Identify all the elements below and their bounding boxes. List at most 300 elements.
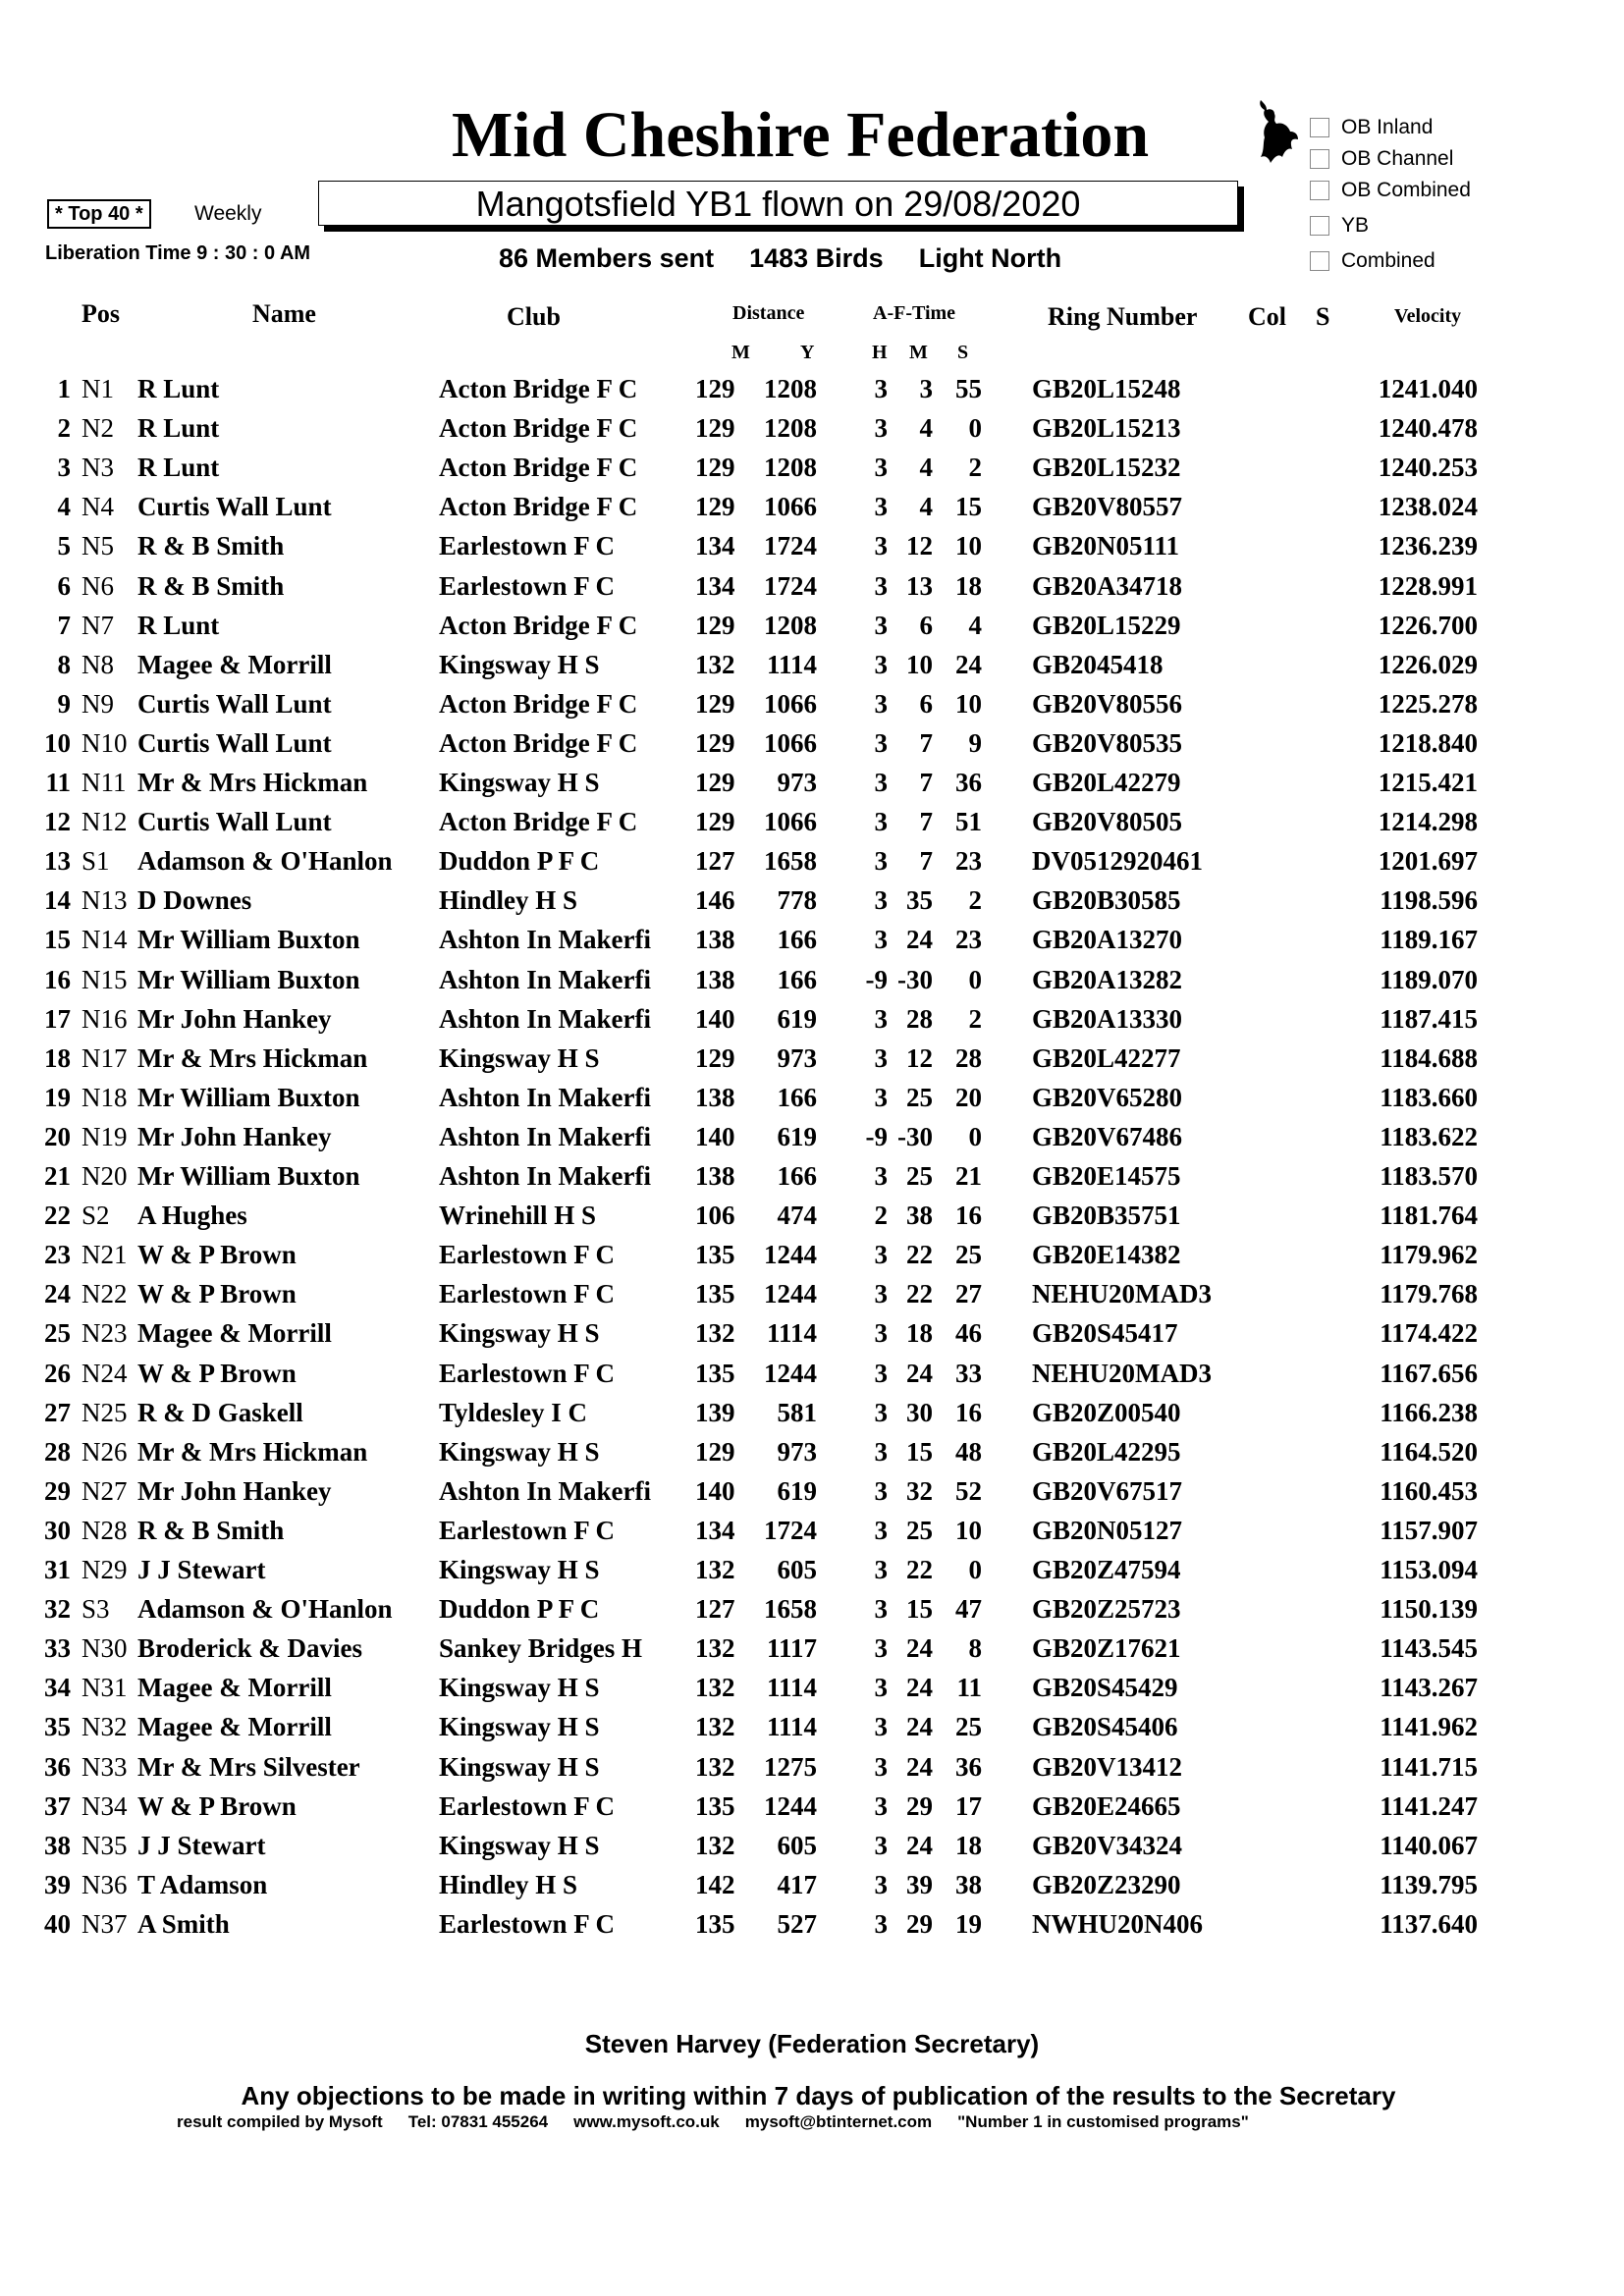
ring-number: GB20Z17621 [1032, 1633, 1181, 1664]
fancier-name: W & P Brown [137, 1279, 297, 1309]
distance-miles: 132 [695, 1555, 735, 1584]
time-seconds: 55 [955, 374, 982, 403]
time-hours: 3 [874, 688, 888, 719]
position: 17 [44, 1003, 71, 1034]
position: 2 [57, 413, 71, 444]
velocity: 1214.298 [1378, 807, 1478, 837]
time-seconds: 2 [968, 1003, 982, 1034]
position: 20 [44, 1121, 71, 1151]
time-hours: 3 [874, 1436, 888, 1467]
distance-yards: 581 [777, 1397, 817, 1427]
time-minutes: 22 [906, 1555, 933, 1584]
table-row [0, 1437, 1624, 1476]
time-seconds: 21 [955, 1161, 982, 1191]
table-row [0, 1398, 1624, 1437]
page-title: Mid Cheshire Federation [452, 99, 1150, 171]
velocity: 1215.421 [1378, 768, 1478, 797]
time-minutes: 35 [906, 885, 933, 916]
time-minutes: 22 [906, 1240, 933, 1270]
checkbox[interactable] [1310, 251, 1329, 271]
time-hours: 3 [874, 1003, 888, 1034]
checkbox[interactable] [1310, 149, 1329, 169]
section-position: N25 [81, 1397, 128, 1427]
ring-number: GB20N05127 [1032, 1515, 1183, 1545]
section-position: N2 [81, 413, 114, 444]
distance-miles: 134 [695, 531, 735, 561]
section-position: N27 [81, 1475, 128, 1506]
distance-yards: 166 [777, 1161, 817, 1191]
section-position: S3 [81, 1594, 110, 1625]
distance-miles: 129 [695, 453, 735, 483]
header-ring-number: Ring Number [1048, 302, 1198, 331]
table-row [0, 492, 1624, 531]
time-seconds: 2 [968, 453, 982, 483]
compiler-credits [177, 2112, 1274, 2132]
time-minutes: 22 [906, 1279, 933, 1309]
time-seconds: 24 [955, 649, 982, 679]
section-position: N6 [81, 570, 114, 601]
header-name: Name [252, 299, 316, 328]
fancier-name: W & P Brown [137, 1358, 297, 1388]
velocity: 1179.768 [1380, 1279, 1478, 1309]
time-hours: 3 [874, 610, 888, 640]
option-yb[interactable]: YB [1310, 214, 1369, 238]
ring-number: GB20V65280 [1032, 1082, 1183, 1112]
checkbox[interactable] [1310, 216, 1329, 236]
club-name: Earlestown F C [439, 531, 615, 561]
time-hours: 3 [874, 1397, 888, 1427]
ring-number: GB20L15232 [1032, 453, 1181, 483]
time-hours: 3 [874, 925, 888, 955]
table-row [0, 925, 1624, 964]
time-hours: 3 [874, 1279, 888, 1309]
position: 10 [44, 727, 71, 758]
velocity: 1140.067 [1380, 1830, 1478, 1860]
distance-yards: 1066 [764, 492, 817, 522]
time-minutes: 7 [919, 768, 933, 797]
ring-number: GB2045418 [1032, 649, 1164, 679]
ring-number: GB20A34718 [1032, 570, 1183, 601]
fancier-name: Magee & Morrill [137, 1673, 332, 1703]
time-seconds: 51 [955, 807, 982, 837]
velocity: 1143.267 [1380, 1673, 1478, 1703]
club-name: Earlestown F C [439, 1279, 615, 1309]
velocity: 1218.840 [1378, 727, 1478, 758]
distance-miles: 129 [695, 1436, 735, 1467]
compiler-slogan: "Number 1 in customised programs" [957, 2112, 1249, 2131]
club-name: Earlestown F C [439, 570, 615, 601]
distance-miles: 132 [695, 1751, 735, 1782]
time-seconds: 33 [955, 1358, 982, 1388]
time-hours: 3 [874, 1082, 888, 1112]
velocity: 1226.700 [1378, 610, 1478, 640]
time-seconds: 4 [968, 610, 982, 640]
velocity: 1228.991 [1378, 570, 1478, 601]
distance-miles: 132 [695, 1830, 735, 1860]
time-hours: 3 [874, 1594, 888, 1625]
club-name: Ashton In Makerfi [439, 1003, 652, 1034]
time-minutes: 29 [906, 1908, 933, 1939]
position: 9 [57, 688, 71, 719]
distance-miles: 140 [695, 1003, 735, 1034]
distance-yards: 1724 [764, 570, 817, 601]
section-position: S2 [81, 1201, 110, 1231]
distance-yards: 1724 [764, 531, 817, 561]
time-minutes: 7 [919, 846, 933, 877]
position: 18 [44, 1042, 71, 1073]
club-name: Kingsway H S [439, 649, 600, 679]
option-ob-combined[interactable]: OB Combined [1310, 179, 1471, 202]
table-row [0, 1476, 1624, 1516]
section-position: N28 [81, 1515, 128, 1545]
distance-miles: 140 [695, 1475, 735, 1506]
table-row [0, 650, 1624, 689]
time-seconds: 10 [955, 531, 982, 561]
table-row [0, 965, 1624, 1004]
distance-miles: 129 [695, 688, 735, 719]
time-hours: 3 [874, 374, 888, 403]
time-minutes: 6 [919, 610, 933, 640]
table-row [0, 1712, 1624, 1751]
position: 6 [57, 570, 71, 601]
section-position: N9 [81, 688, 114, 719]
time-hours: 3 [874, 453, 888, 483]
section-position: N33 [81, 1751, 128, 1782]
club-name: Ashton In Makerfi [439, 1161, 652, 1191]
ring-number: GB20L15229 [1032, 610, 1181, 640]
time-hours: 3 [874, 413, 888, 444]
table-row [0, 1752, 1624, 1791]
option-ob-inland[interactable]: OB Inland [1310, 116, 1433, 139]
section-position: N22 [81, 1279, 128, 1309]
members-sent: 86 Members sent [499, 243, 715, 273]
table-row [0, 1240, 1624, 1279]
time-seconds: 23 [955, 846, 982, 877]
club-name: Wrinehill H S [439, 1201, 597, 1231]
club-name: Acton Bridge F C [439, 807, 638, 837]
time-hours: 3 [874, 1712, 888, 1742]
position: 12 [44, 807, 71, 837]
velocity: 1167.656 [1380, 1358, 1478, 1388]
time-minutes: 7 [919, 727, 933, 758]
distance-miles: 135 [695, 1790, 735, 1821]
fancier-name: R & B Smith [137, 1515, 285, 1545]
header-distance-miles: M [731, 342, 750, 363]
time-minutes: 25 [906, 1515, 933, 1545]
distance-yards: 1244 [764, 1240, 817, 1270]
distance-miles: 146 [695, 885, 735, 916]
ring-number: GB20Z47594 [1032, 1555, 1181, 1584]
time-hours: 3 [874, 1633, 888, 1664]
table-row [0, 1201, 1624, 1240]
position: 31 [44, 1555, 71, 1584]
distance-miles: 132 [695, 1673, 735, 1703]
distance-yards: 1066 [764, 807, 817, 837]
section-position: N23 [81, 1318, 128, 1349]
club-name: Kingsway H S [439, 1042, 600, 1073]
club-name: Acton Bridge F C [439, 492, 638, 522]
table-row [0, 531, 1624, 570]
ring-number: GB20A13330 [1032, 1003, 1183, 1034]
time-minutes: 24 [906, 925, 933, 955]
section-position: N11 [81, 768, 127, 797]
club-name: Earlestown F C [439, 1790, 615, 1821]
time-seconds: 11 [956, 1673, 982, 1703]
distance-miles: 129 [695, 1042, 735, 1073]
time-minutes: 24 [906, 1712, 933, 1742]
distance-miles: 132 [695, 1318, 735, 1349]
velocity: 1181.764 [1380, 1201, 1478, 1231]
section-position: N24 [81, 1358, 128, 1388]
time-hours: 3 [874, 492, 888, 522]
time-minutes: 7 [919, 807, 933, 837]
option-combined[interactable]: Combined [1310, 249, 1435, 273]
position: 40 [44, 1908, 71, 1939]
time-hours: 3 [874, 727, 888, 758]
time-hours: 3 [874, 1318, 888, 1349]
ring-number: GB20S45429 [1032, 1673, 1178, 1703]
ring-number: GB20S45406 [1032, 1712, 1178, 1742]
section-position: N30 [81, 1633, 128, 1664]
distance-miles: 142 [695, 1869, 735, 1899]
club-name: Kingsway H S [439, 1436, 600, 1467]
ring-number: GB20V67517 [1032, 1475, 1183, 1506]
time-minutes: 12 [906, 1042, 933, 1073]
header-colour: Col [1248, 302, 1286, 331]
option-ob-channel[interactable]: OB Channel [1310, 147, 1453, 171]
table-row [0, 1673, 1624, 1712]
time-minutes: 15 [906, 1594, 933, 1625]
velocity: 1241.040 [1378, 374, 1478, 403]
distance-yards: 1244 [764, 1279, 817, 1309]
club-name: Kingsway H S [439, 1555, 600, 1584]
distance-miles: 135 [695, 1240, 735, 1270]
table-row [0, 807, 1624, 846]
position: 16 [44, 964, 71, 994]
distance-miles: 138 [695, 925, 735, 955]
table-row [0, 571, 1624, 611]
section-position: S1 [81, 846, 110, 877]
time-minutes: 6 [919, 688, 933, 719]
section-position: N21 [81, 1240, 128, 1270]
velocity: 1143.545 [1380, 1633, 1478, 1664]
time-seconds: 18 [955, 1830, 982, 1860]
time-seconds: 0 [968, 964, 982, 994]
section-position: N35 [81, 1830, 128, 1860]
club-name: Ashton In Makerfi [439, 925, 652, 955]
table-row [0, 728, 1624, 768]
position: 4 [57, 492, 71, 522]
ring-number: GB20L15213 [1032, 413, 1181, 444]
position: 38 [44, 1830, 71, 1860]
club-name: Acton Bridge F C [439, 374, 638, 403]
velocity: 1240.478 [1378, 413, 1478, 444]
club-name: Tyldesley I C [439, 1397, 588, 1427]
club-name: Hindley H S [439, 1869, 578, 1899]
distance-miles: 132 [695, 1712, 735, 1742]
time-hours: 3 [874, 1240, 888, 1270]
time-minutes: 28 [906, 1003, 933, 1034]
time-hours: 2 [874, 1201, 888, 1231]
distance-yards: 973 [777, 1042, 817, 1073]
ring-number: GB20V80535 [1032, 727, 1183, 758]
section-position: N1 [81, 374, 114, 403]
time-seconds: 0 [968, 1121, 982, 1151]
time-hours: 3 [874, 1555, 888, 1584]
section-position: N12 [81, 807, 128, 837]
table-row [0, 1831, 1624, 1870]
header-distance-yards: Y [800, 342, 815, 363]
compiler-email: mysoft@btinternet.com [744, 2112, 933, 2131]
velocity: 1153.094 [1380, 1555, 1478, 1584]
position: 32 [44, 1594, 71, 1625]
time-minutes: 4 [919, 492, 933, 522]
velocity: 1157.907 [1380, 1515, 1478, 1545]
table-row [0, 1791, 1624, 1831]
time-minutes: 29 [906, 1790, 933, 1821]
fancier-name: R & B Smith [137, 531, 285, 561]
velocity: 1137.640 [1380, 1908, 1478, 1939]
table-row [0, 453, 1624, 492]
position: 24 [44, 1279, 71, 1309]
club-name: Kingsway H S [439, 1318, 600, 1349]
ring-number: GB20E14382 [1032, 1240, 1181, 1270]
club-name: Acton Bridge F C [439, 413, 638, 444]
time-seconds: 10 [955, 688, 982, 719]
velocity: 1189.070 [1380, 964, 1478, 994]
position: 7 [57, 610, 71, 640]
ring-number: GB20L42279 [1032, 768, 1181, 797]
position: 8 [57, 649, 71, 679]
time-minutes: 39 [906, 1869, 933, 1899]
fancier-name: R Lunt [137, 413, 220, 444]
ring-number: GB20V34324 [1032, 1830, 1183, 1860]
time-minutes: 24 [906, 1830, 933, 1860]
checkbox[interactable] [1310, 181, 1329, 200]
velocity: 1225.278 [1378, 688, 1478, 719]
fancier-name: Mr & Mrs Hickman [137, 1042, 368, 1073]
club-name: Acton Bridge F C [439, 727, 638, 758]
fancier-name: Curtis Wall Lunt [137, 688, 332, 719]
distance-yards: 1117 [766, 1633, 817, 1664]
time-seconds: 47 [955, 1594, 982, 1625]
time-seconds: 15 [955, 492, 982, 522]
time-minutes: 13 [906, 570, 933, 601]
time-hours: 3 [874, 1869, 888, 1899]
time-seconds: 38 [955, 1869, 982, 1899]
position: 21 [44, 1161, 71, 1191]
velocity: 1179.962 [1380, 1240, 1478, 1270]
time-hours: 3 [874, 1161, 888, 1191]
time-hours: -9 [865, 1121, 888, 1151]
position: 19 [44, 1082, 71, 1112]
time-minutes: -30 [897, 964, 933, 994]
fancier-name: Magee & Morrill [137, 1712, 332, 1742]
distance-miles: 132 [695, 1633, 735, 1664]
section-position: N32 [81, 1712, 128, 1742]
fancier-name: W & P Brown [137, 1790, 297, 1821]
wind-direction: Light North [918, 243, 1062, 273]
time-hours: 3 [874, 1042, 888, 1073]
time-hours: -9 [865, 964, 888, 994]
distance-yards: 166 [777, 964, 817, 994]
distance-miles: 129 [695, 492, 735, 522]
section-position: N26 [81, 1436, 128, 1467]
fancier-name: R Lunt [137, 453, 220, 483]
position: 23 [44, 1240, 71, 1270]
club-name: Ashton In Makerfi [439, 964, 652, 994]
club-name: Ashton In Makerfi [439, 1082, 652, 1112]
fancier-name: Mr William Buxton [137, 1161, 360, 1191]
ring-number: DV0512920461 [1032, 846, 1203, 877]
fancier-name: R & B Smith [137, 570, 285, 601]
distance-miles: 135 [695, 1279, 735, 1309]
time-hours: 3 [874, 1673, 888, 1703]
time-hours: 3 [874, 807, 888, 837]
time-minutes: 4 [919, 413, 933, 444]
ring-number: GB20N05111 [1032, 531, 1180, 561]
distance-yards: 1208 [764, 453, 817, 483]
velocity: 1187.415 [1380, 1003, 1478, 1034]
table-row [0, 1122, 1624, 1161]
table-row [0, 1516, 1624, 1555]
table-row [0, 846, 1624, 885]
section-position: N37 [81, 1908, 128, 1939]
distance-yards: 605 [777, 1555, 817, 1584]
velocity: 1183.622 [1380, 1121, 1478, 1151]
club-name: Kingsway H S [439, 1751, 600, 1782]
header-velocity: Velocity [1394, 305, 1462, 327]
time-hours: 3 [874, 1751, 888, 1782]
velocity: 1139.795 [1380, 1869, 1478, 1899]
velocity: 1236.239 [1378, 531, 1478, 561]
ring-number: GB20V80505 [1032, 807, 1183, 837]
section-position: N16 [81, 1003, 128, 1034]
club-name: Hindley H S [439, 885, 578, 916]
table-row [0, 1043, 1624, 1083]
table-row [0, 1633, 1624, 1673]
section-position: N10 [81, 727, 128, 758]
distance-yards: 166 [777, 1082, 817, 1112]
fancier-name: Mr William Buxton [137, 925, 360, 955]
club-name: Duddon P F C [439, 1594, 600, 1625]
table-row [0, 1083, 1624, 1122]
position: 26 [44, 1358, 71, 1388]
checkbox[interactable] [1310, 118, 1329, 137]
time-seconds: 16 [955, 1397, 982, 1427]
ring-number: GB20V80556 [1032, 688, 1183, 719]
position: 36 [44, 1751, 71, 1782]
header-club: Club [507, 302, 561, 331]
distance-miles: 138 [695, 1161, 735, 1191]
velocity: 1183.570 [1380, 1161, 1478, 1191]
distance-yards: 1114 [766, 1673, 817, 1703]
fancier-name: Curtis Wall Lunt [137, 492, 332, 522]
time-seconds: 9 [968, 727, 982, 758]
time-minutes: 10 [906, 649, 933, 679]
ring-number: GB20Z25723 [1032, 1594, 1181, 1625]
section-position: N7 [81, 610, 114, 640]
velocity: 1201.697 [1378, 846, 1478, 877]
distance-miles: 140 [695, 1121, 735, 1151]
distance-yards: 778 [777, 885, 817, 916]
section-position: N31 [81, 1673, 128, 1703]
position: 13 [44, 846, 71, 877]
distance-yards: 1208 [764, 610, 817, 640]
time-minutes: 24 [906, 1358, 933, 1388]
velocity: 1184.688 [1380, 1042, 1478, 1073]
distance-yards: 1244 [764, 1790, 817, 1821]
